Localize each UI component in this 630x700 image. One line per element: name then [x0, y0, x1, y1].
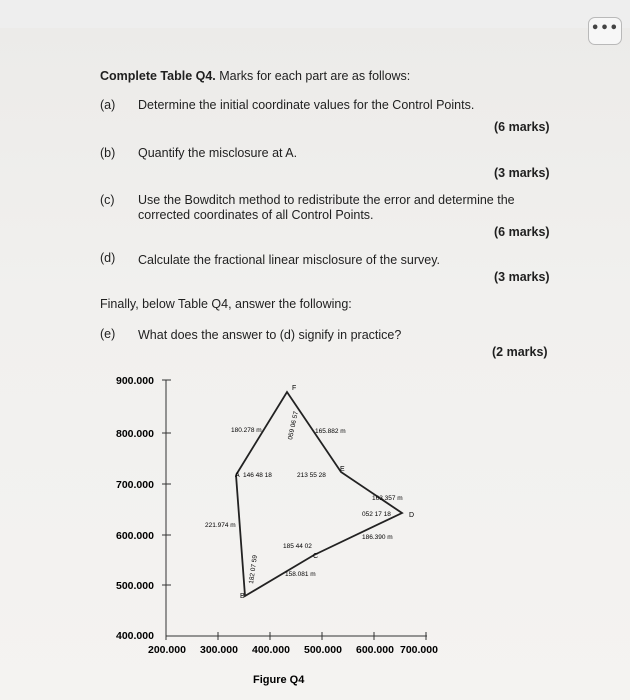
part-e-text: What does the answer to (d) signify in practice?	[138, 328, 402, 342]
part-c-text-line2: corrected coordinates of all Control Points.	[138, 208, 374, 222]
part-e-marks: (2 marks)	[492, 345, 548, 359]
x-tick-label: 500.000	[304, 644, 342, 656]
station-label-f: F	[292, 385, 297, 392]
x-tick-label: 300.000	[200, 644, 238, 656]
angle-d: 052 17 18	[362, 511, 391, 518]
station-label-d: D	[409, 512, 415, 519]
figure-caption: Figure Q4	[253, 674, 305, 686]
part-e-label: (e)	[100, 327, 116, 341]
station-label-a: A	[235, 472, 240, 479]
angle-c: 185 44 02	[283, 543, 312, 550]
part-d-label: (d)	[100, 251, 116, 265]
y-tick-label: 700.000	[116, 479, 154, 491]
station-label-b: B	[240, 593, 245, 600]
part-b-label: (b)	[100, 146, 116, 160]
traverse-polygon	[236, 392, 402, 596]
y-tick-label: 900.000	[116, 375, 154, 387]
distance-cd: 186.390 m	[362, 534, 393, 541]
part-a-marks: (6 marks)	[494, 120, 550, 134]
distance-fe: 165.882 m	[315, 428, 346, 435]
part-c-label: (c)	[100, 193, 115, 207]
part-d-marks: (3 marks)	[494, 270, 550, 284]
part-a-label: (a)	[100, 98, 116, 112]
angle-a: 146 48 18	[243, 472, 272, 479]
distance-ab: 221.974 m	[205, 522, 236, 529]
intro-bold: Complete Table Q4.	[100, 69, 216, 83]
bearing-af: 059 06 57	[287, 410, 300, 441]
station-label-c: C	[313, 553, 319, 560]
angle-e: 213 55 28	[297, 472, 326, 479]
y-tick-label: 500.000	[116, 580, 154, 592]
part-a-text: Determine the initial coordinate values for the Control Points.	[138, 98, 475, 112]
bearing-ab: 182 07 59	[248, 554, 260, 585]
y-tick-label: 600.000	[116, 530, 154, 542]
distance-af: 180.278 m	[231, 427, 262, 434]
x-tick-label: 700.000	[400, 644, 438, 656]
x-tick-label: 600.000	[356, 644, 394, 656]
intro-text: Marks for each part are as follows:	[215, 69, 411, 83]
part-c-marks: (6 marks)	[494, 225, 550, 239]
station-label-e: E	[340, 466, 345, 473]
more-horizontal-icon: •••	[591, 21, 619, 36]
distance-ed: 163.357 m	[372, 495, 403, 502]
x-tick-label: 200.000	[148, 644, 186, 656]
part-c-text-line1: Use the Bowditch method to redistribute the error and determine the	[138, 193, 515, 207]
x-tick-label: 400.000	[252, 644, 290, 656]
y-tick-label: 400.000	[116, 630, 154, 642]
y-tick-label: 800.000	[116, 428, 154, 440]
part-d-text: Calculate the fractional linear misclosure of the survey.	[138, 253, 440, 267]
finally-text: Finally, below Table Q4, answer the following:	[100, 297, 352, 311]
part-b-marks: (3 marks)	[494, 166, 550, 180]
part-b-text: Quantify the misclosure at A.	[138, 146, 298, 160]
distance-bc: 158.081 m	[285, 571, 316, 578]
